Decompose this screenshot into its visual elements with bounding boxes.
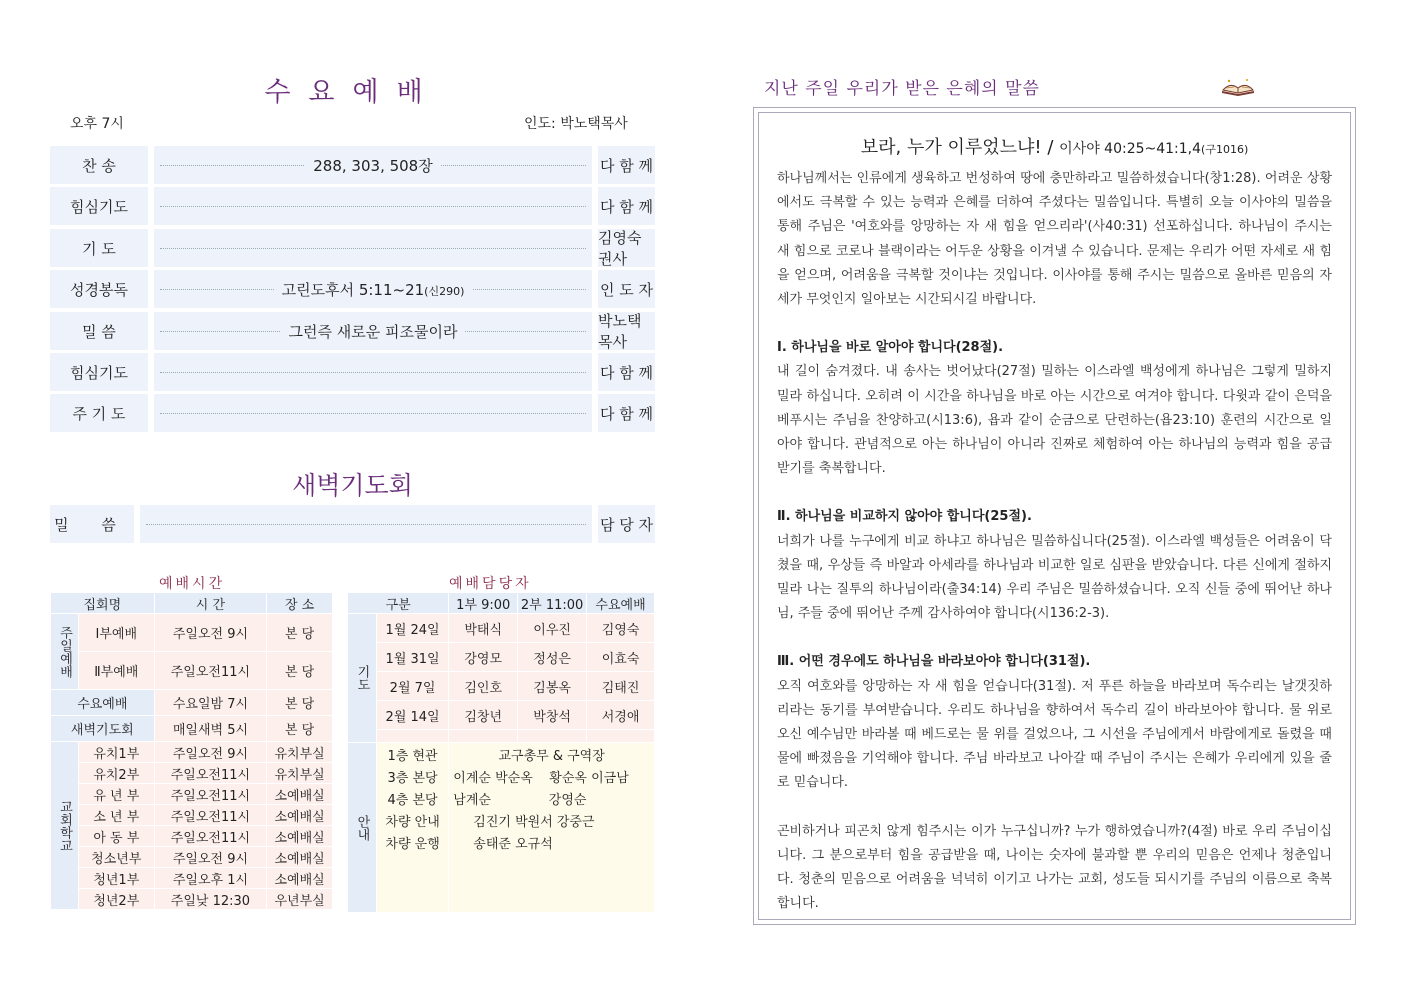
sermon-point-heading: Ⅲ. 어떤 경우에도 하나님을 바라보아야 합니다(31절). <box>777 654 1091 670</box>
schedule-title: 예배시간 <box>159 576 226 592</box>
paragraph-gap <box>777 481 1332 505</box>
table-row <box>51 889 333 910</box>
table-row <box>51 847 333 868</box>
dawn-sermon-label: 밀 씀 <box>50 505 134 543</box>
order-person: 다 함 께 <box>598 146 655 184</box>
school-row-place: 소예배실 <box>267 847 333 868</box>
prayer-date: 1월 24일 <box>376 614 448 643</box>
prayer-second: 정성은 <box>518 643 587 672</box>
school-row-time: 주일오전11시 <box>154 826 267 847</box>
school-row-name: 소 년 부 <box>78 805 154 826</box>
prayer-second: 김봉옥 <box>518 672 587 701</box>
prayer-wednesday: 김태진 <box>587 672 655 701</box>
other-row-name: 새벽기도회 <box>51 716 155 742</box>
school-row-time: 주일낮 12:30 <box>154 889 267 910</box>
table-row <box>51 826 333 847</box>
other-row-place: 본 당 <box>267 690 333 716</box>
sermon-paragraph: 너희가 나를 누구에게 비교 하냐고 하나님은 밀씀하십니다(25절). 이스라엘 백성들은 어려움이 닥쳤을 때, 우상들 즉 바알과 아세라를 하나님과 비교한 일로 심판을 받았습니다. 다른 신에게 절하지 밀라 나는 질투의 하나님이라(출34:14) 우리 주님은 밀씀하셨습니다. 오직 신들 중에 뛰어난 하나님, 주들 중에 뛰어난 주께 감사하여야 합니다(시136:2-3). <box>777 533 1332 622</box>
sermon-title <box>759 133 1350 159</box>
order-label: 찬 송 <box>50 146 148 184</box>
school-row-name: 유치1부 <box>78 742 154 763</box>
school-row-time: 주일오전 9시 <box>154 847 267 868</box>
other-row-time: 매일새벽 5시 <box>154 716 267 742</box>
schedule-header-place: 장 소 <box>267 593 333 614</box>
duty-table <box>347 592 655 913</box>
sermon-reference-note: (구1016) <box>1201 143 1249 156</box>
school-row-name: 유 년 부 <box>78 784 154 805</box>
service-leader: 인도: 박노택목사 <box>524 116 628 132</box>
order-label: 주 기 도 <box>50 394 148 432</box>
guide-place: 차량 운행 <box>385 837 440 852</box>
order-content <box>154 394 592 432</box>
schedule-header-name: 집회명 <box>51 593 155 614</box>
table-row <box>51 763 333 784</box>
school-row-time: 주일오전11시 <box>154 805 267 826</box>
school-row-name: 아 동 부 <box>78 826 154 847</box>
prayer-group-label: 기도 <box>348 614 377 743</box>
paragraph-gap <box>777 626 1332 650</box>
school-row-name: 청년1부 <box>78 868 154 889</box>
table-row <box>51 868 333 889</box>
school-row-time: 주일오후 1시 <box>154 868 267 889</box>
order-person: 인 도 자 <box>598 270 655 308</box>
order-row <box>50 394 655 432</box>
table-row <box>51 784 333 805</box>
school-row-place: 유치부실 <box>267 742 333 763</box>
guide-place: 차량 안내 <box>385 815 440 830</box>
sermon-point-heading: Ⅱ. 하나님을 비교하지 않아야 합니다(25절). <box>777 509 1032 525</box>
prayer-date: 2월 14일 <box>376 701 448 730</box>
order-row <box>50 187 655 225</box>
prayer-second: 박창석 <box>518 701 587 730</box>
order-label: 힘심기도 <box>50 187 148 225</box>
order-content <box>154 146 592 184</box>
prayer-wednesday: 김영숙 <box>587 614 655 643</box>
table-row <box>51 742 333 763</box>
dawn-prayer-title: 새벽기도회 <box>292 471 413 500</box>
sunday-row-place: 본 당 <box>267 652 333 690</box>
sermon-box <box>753 107 1356 925</box>
other-row-name: 수요예배 <box>51 690 155 716</box>
guide-names: 송태준 오규석 <box>473 837 553 852</box>
order-label: 기 도 <box>50 229 148 267</box>
guide-names: 교구총무 & 구역장 <box>498 749 605 764</box>
sermon-paragraph: 하나님께서는 인류에게 생육하고 번성하여 땅에 충만하라고 밀씀하셨습니다(창1:28). 어려운 상황에서도 극복할 수 있는 능력과 은혜를 더하여 주셨다는 밀씀입니다. 특별히 오늘 이사야의 밀씀을 통해 주님은 '여호와를 앙망하는 자 새 힘을 얻으리라'(사40:31) 선포하십니다. 하나님이 주시는 새 힘으로 코로나 블랙이라는 어두운 상황을 이겨낼 수 있습니다. 문제는 우리가 어떤 자세로 새 힘을 얻으며, 어려움을 극복할 것이냐는 것입니다. 이사야를 통해 주시는 밀씀으로 올바른 믿음의 자세가 무엇인지 일아보는 시간되시길 바랍니다. <box>777 171 1332 308</box>
sermon-title-text: 보라, 누가 이루었느냐! / <box>860 137 1060 158</box>
sunday-row-name: Ⅰ부예배 <box>78 614 154 652</box>
schedule-table <box>50 592 333 910</box>
order-person: 다 함 께 <box>598 353 655 391</box>
school-row-place: 소예배실 <box>267 868 333 889</box>
order-row <box>50 312 655 350</box>
order-content-text: 고린도후서 5:11~21 <box>281 280 425 299</box>
duty-header-second: 2부 11:00 <box>518 593 587 614</box>
order-content <box>154 187 592 225</box>
prayer-wednesday: 서경애 <box>587 701 655 730</box>
school-row-time: 주일오전11시 <box>154 784 267 805</box>
school-row-name: 청소년부 <box>78 847 154 868</box>
other-row-time: 수요일밤 7시 <box>154 690 267 716</box>
order-person: 다 함 께 <box>598 187 655 225</box>
prayer-date: 2월 7일 <box>376 672 448 701</box>
prayer-first: 박태식 <box>449 614 518 643</box>
guide-place: 1층 현관 <box>387 749 438 764</box>
order-row <box>50 270 655 308</box>
wednesday-service-title: 수요예배 <box>264 77 441 108</box>
dawn-sermon-row <box>50 505 655 543</box>
sermon-paragraph: 오직 여호와를 앙망하는 자 새 힘을 얻습니다(31절). 저 푸른 하늘을 바라보며 독수리는 날갯짓하리라는 동기를 부여받습니다. 우리도 하나님을 향하여서 독수리 길이 바라보아야 합니다. 물 위로 오신 예수님만 바라볼 때 베드로는 물 위를 걸었으나, 그 시선을 주님에게서 바람에게로 돌렸을 때 물에 빠졌음을 기억해야 합니다. 주님 바라보고 나아갈 때 주님이 주시는 은혜가 우리에게 있을 줄로 믿습니다. <box>777 678 1332 791</box>
sunday-group-label: 주일예배 <box>51 614 79 690</box>
sermon-point-heading: Ⅰ. 하나님을 바로 알아야 합니다(28절). <box>777 340 1004 356</box>
duty-header-wednesday: 수요예배 <box>587 593 655 614</box>
other-row-place: 본 당 <box>267 716 333 742</box>
table-row <box>348 614 655 643</box>
guide-names: 이계순 박순옥 황순옥 이금남 <box>453 771 629 786</box>
prayer-first: 김창년 <box>449 701 518 730</box>
prayer-date: 1월 31일 <box>376 643 448 672</box>
order-content <box>154 229 592 267</box>
order-content-text: 288, 303, 508장 <box>313 156 433 175</box>
table-row <box>51 805 333 826</box>
order-row <box>50 353 655 391</box>
sermon-reference: 이사야 40:25~41:1,4 <box>1059 141 1202 157</box>
school-row-time: 주일오전11시 <box>154 763 267 784</box>
paragraph-gap <box>777 312 1332 336</box>
school-group-label: 교회학교 <box>51 742 79 910</box>
prayer-first: 김인호 <box>449 672 518 701</box>
order-row <box>50 229 655 267</box>
dawn-sermon-content <box>140 505 592 543</box>
guide-names: 남계순 강영순 <box>453 793 587 808</box>
school-row-place: 소예배실 <box>267 805 333 826</box>
order-person: 박노택목사 <box>598 312 655 350</box>
guide-names: 김진기 박원서 강중근 <box>473 815 595 830</box>
order-content <box>154 270 592 308</box>
schedule-header-time: 시 간 <box>154 593 267 614</box>
school-row-place: 소예배실 <box>267 784 333 805</box>
open-book-icon <box>1220 77 1256 101</box>
table-row <box>348 730 655 743</box>
service-time: 오후 7시 <box>70 116 124 132</box>
school-row-place: 우년부실 <box>267 889 333 910</box>
duty-header-first: 1부 9:00 <box>449 593 518 614</box>
school-row-time: 주일오전 9시 <box>154 742 267 763</box>
sermon-paragraph: 내 길이 숨겨졌다. 내 송사는 벗어났다(27절) 밀하는 이스라엘 백성에게 하나님은 그렇게 밀하지 밀라 하십니다. 오히려 이 시간을 하나님을 바로 아는 시간으로 여겨야 합니다. 다윗과 같이 은덕을 베푸시는 주님을 찬양하고(시13:6), 욥과 같이 순금으로 단련하는(욥23:10) 훈련의 시간으로 일아야 합니다. 관념적으로 아는 하나님이 아니라 진짜로 체험하여 아는 하나님의 능력과 힘을 공급받기를 축복합니다. <box>777 364 1332 477</box>
prayer-wednesday: 이효숙 <box>587 643 655 672</box>
school-row-name: 유치2부 <box>78 763 154 784</box>
guide-place: 4층 본당 <box>387 793 438 808</box>
sermon-paragraph: 곤비하거나 피곤치 않게 힘주시는 이가 누구십니까? 누가 행하였습니까?(4절) 바로 우리 주님이십니다. 그 분으로부터 힘을 공급받을 때, 나이는 숫자에 불과할 뿐 우리의 믿음은 언제나 청춘입니다. 청춘의 믿음으로 어려움을 넉넉히 이기고 나가는 교회, 성도들 되시기를 주님의 이름으로 축복합니다. <box>777 823 1332 912</box>
school-row-name: 청년2부 <box>78 889 154 910</box>
table-row <box>348 701 655 730</box>
school-row-place: 유치부실 <box>267 763 333 784</box>
dawn-sermon-person: 담 당 자 <box>598 505 655 543</box>
order-label: 밀 씀 <box>50 312 148 350</box>
paragraph-gap <box>777 796 1332 820</box>
duty-title: 예배담당자 <box>449 576 532 592</box>
sunday-row-time: 주일오전 9시 <box>154 614 267 652</box>
table-row <box>348 643 655 672</box>
duty-header-category: 구분 <box>348 593 449 614</box>
order-content-text: 그런즉 새로운 피조물이라 <box>288 322 458 341</box>
sermon-section-heading: 지난 주일 우리가 받은 은혜의 말씀 <box>764 79 1040 99</box>
guide-row <box>348 743 655 913</box>
sermon-body <box>777 167 1332 916</box>
table-row <box>348 672 655 701</box>
order-person: 김영숙권사 <box>598 229 655 267</box>
sunday-row-name: Ⅱ부예배 <box>78 652 154 690</box>
prayer-first: 강영모 <box>449 643 518 672</box>
guide-place: 3층 본당 <box>387 771 438 786</box>
sunday-row-place: 본 당 <box>267 614 333 652</box>
order-label: 성경봉독 <box>50 270 148 308</box>
order-person: 다 함 께 <box>598 394 655 432</box>
prayer-second: 이우진 <box>518 614 587 643</box>
guide-group-label: 안내 <box>348 743 377 913</box>
order-content <box>154 353 592 391</box>
order-row <box>50 146 655 184</box>
school-row-place: 소예배실 <box>267 826 333 847</box>
sunday-row-time: 주일오전11시 <box>154 652 267 690</box>
order-label: 힘심기도 <box>50 353 148 391</box>
order-content-note: (신290) <box>424 284 465 298</box>
order-content <box>154 312 592 350</box>
